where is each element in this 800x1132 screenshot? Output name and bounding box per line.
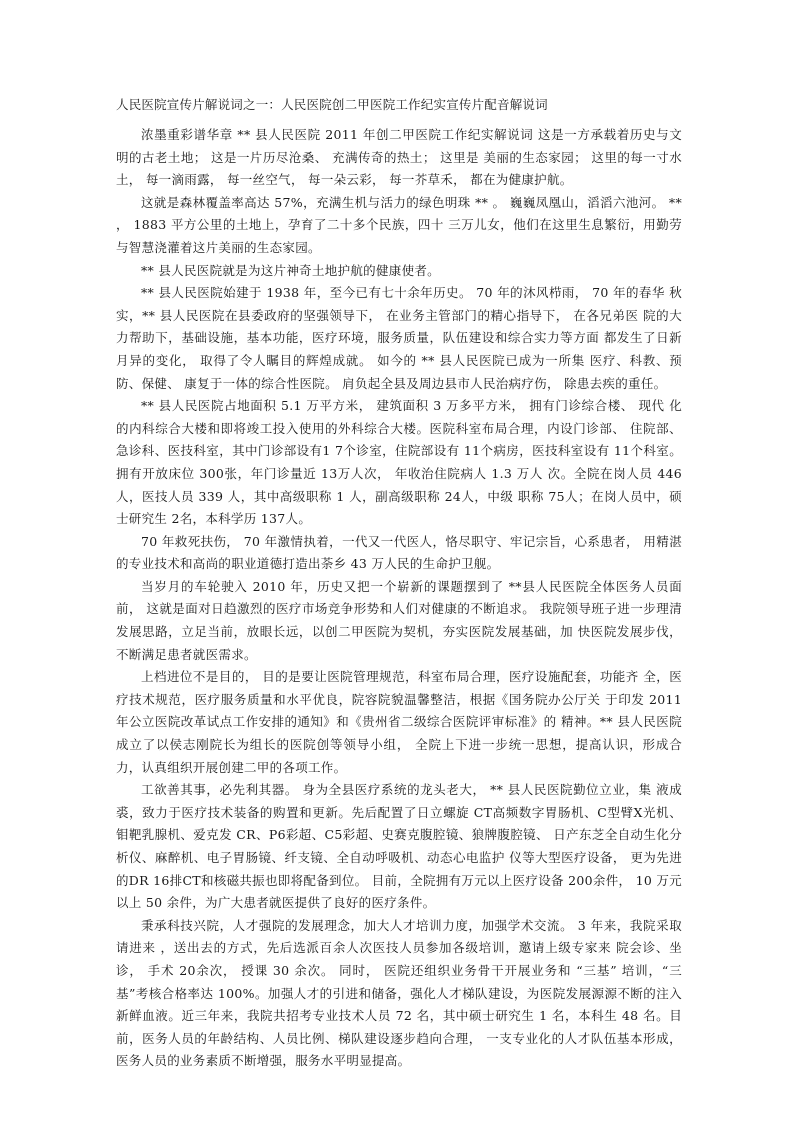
paragraph-guardian: ** 县人民医院就是为这片神奇土地护航的健康使者。 (141, 262, 440, 278)
document-page (116, 96, 682, 1073)
paragraph-intro: 浓墨重彩谱华章 ** 县人民医院 2011 年创二甲医院工作纪实解说词 这是一方承载着历史与文明的古老土地； 这是一片历尽沧桑、 充满传奇的热土； 这里是 美丽的生态家园； 这里的每一寸水土， 每一滴雨露， 每一丝空气， 每一朵云彩， 每一芥草禾， 都在为健康护航。 (116, 127, 682, 188)
paragraph-talent: 秉承科技兴院，人才强院的发展理念，加大人才培训力度，加强学术交流。 3 年来，我院采取请进来 ，送出去的方式，先后选派百余人次医技人员参加各级培训，邀请上级专家来 院会诊、坐诊， 手术 20余次， 授课 30 余次。 同时， 医院还组织业务骨干开展业务和 “三基” 培训，“三基”考核合格率达 100%。加强人才的引进和储备，强化人才梯队建设，为医院发展源源不断的注入新鲜血液。近三年来，我院共招考专业技术人员 72 名，其中硕士研究生 1 名，本科生 48 名。目前，医务人员的年龄结构、人员比例、梯队建设逐步趋向合理， 一支专业化的人才队伍基本形成，医务人员的业务素质不断增强，服务水平明显提高。 (116, 917, 682, 1069)
paragraph-history: ** 县人民医院始建于 1938 年，至今已有七十余年历史。 70 年的沐风栉雨， 70 年的春华 秋实，** 县人民医院在县委政府的坚强领导下， 在业务主管部门的精心指导下， 在各兄弟医 院的大力帮助下，基础设施，基本功能，医疗环境，服务质量，队伍建设和综合实力等方面 都发生了日新月异的变化， 取得了令人瞩目的辉煌成就。 如今的 ** 县人民医院已成为一所集 医疗、科教、预防、保健、 康复于一体的综合性医院。 肩负起全县及周边县市人民治病疗伤， 除患去疾的重任。 (116, 285, 682, 391)
paragraph-forest: 这就是森林覆盖率高达 57%，充满生机与活力的绿色明珠 ** 。 巍巍凤凰山，滔滔六池河。 ** ， 1883 平方公里的土地上，孕育了二十多个民族，四十 三万儿女，他们在这里生息繁衍，用勤劳与智慧浇灌着这片美丽的生态家园。 (116, 194, 682, 255)
document-title: 人民医院宣传片解说词之一：人民医院创二甲医院工作纪实宣传片配音解说词 (116, 97, 548, 112)
paragraph-seventy-years: 70 年救死扶伤， 70 年激情执着，一代又一代医人，恪尽职守、牢记宗旨，心系患者， 用精湛的专业技术和高尚的职业道德打造出荼乡 43 万人民的生命护卫舰。 (116, 533, 682, 572)
paragraph-equipment: 工欲善其事，必先利其器。 身为全县医疗系统的龙头老大， ** 县人民医院勤位立业，集 液成裘，致力于医疗技术装备的购置和更新。先后配置了日立螺旋 CT高频数字胃肠机、C型臂X光机、钼靶乳腺机、爱克发 CR、P6彩超、C5彩超、史赛克腹腔镜、狼牌腹腔镜、 日产东芝全自动生化分析仪、麻醉机、电子胃肠镜、纤支镜、全自动呼吸机、动态心电监护 仪等大型医疗设备， 更为先进的DR 16排CT和核磁共振也即将配备到位。 目前，全院拥有万元以上医疗设备 200余件， 10 万元以上 50 余件，为广大患者就医提供了良好的医疗条件。 (116, 782, 682, 911)
paragraph-2010: 当岁月的车轮驶入 2010 年，历史又把一个崭新的课题摆到了 **县人民医院全体医务人员面前， 这就是面对日趋激烈的医疗市场竞争形势和人们对健康的不断追求。 我院领导班子进一步理清发展思路，立足当前，放眼长远，以创二甲医院为契机，夯实医院发展基础，加 快医院发展步伐，不断满足患者就医需求。 (116, 578, 682, 662)
paragraph-facilities: ** 县人民医院占地面积 5.1 万平方米， 建筑面积 3 万多平方米， 拥有门诊综合楼、 现代 化的内科综合大楼和即将竣工投入使用的外科综合大楼。医院科室布局合理，内设门诊部、 住院部、急诊科、医技科室，其中门诊部设有1 7个诊室，住院部设有 11个病房，医技科室设有 11个科室。拥有开放床位 300张，年门诊量近 13万人次， 年收治住院病人 1.3 万人 次。全院在岗人员 446人，医技人员 339 人，其中高级职称 1 人，副高级职称 24人，中级 职称 75人；在岗人员中，硕士研究生 2名，本科学历 137人。 (116, 398, 682, 527)
paragraph-management: 上档进位不是目的， 目的是要让医院管理规范，科室布局合理，医疗设施配套，功能齐 全，医疗技术规范，医疗服务质量和水平优良，院容院貌温馨整洁，根据《国务院办公厅关 于印发 2011 年公立医院改革试点工作安排的通知》和《贵州省二级综合医院评审标准》的 精神。** 县人民医院成立了以侯志刚院长为组长的医院创等领导小组， 全院上下进一步统一思想，提高认识，形成合力，认真组织开展创建二甲的各项工作。 (116, 669, 682, 775)
